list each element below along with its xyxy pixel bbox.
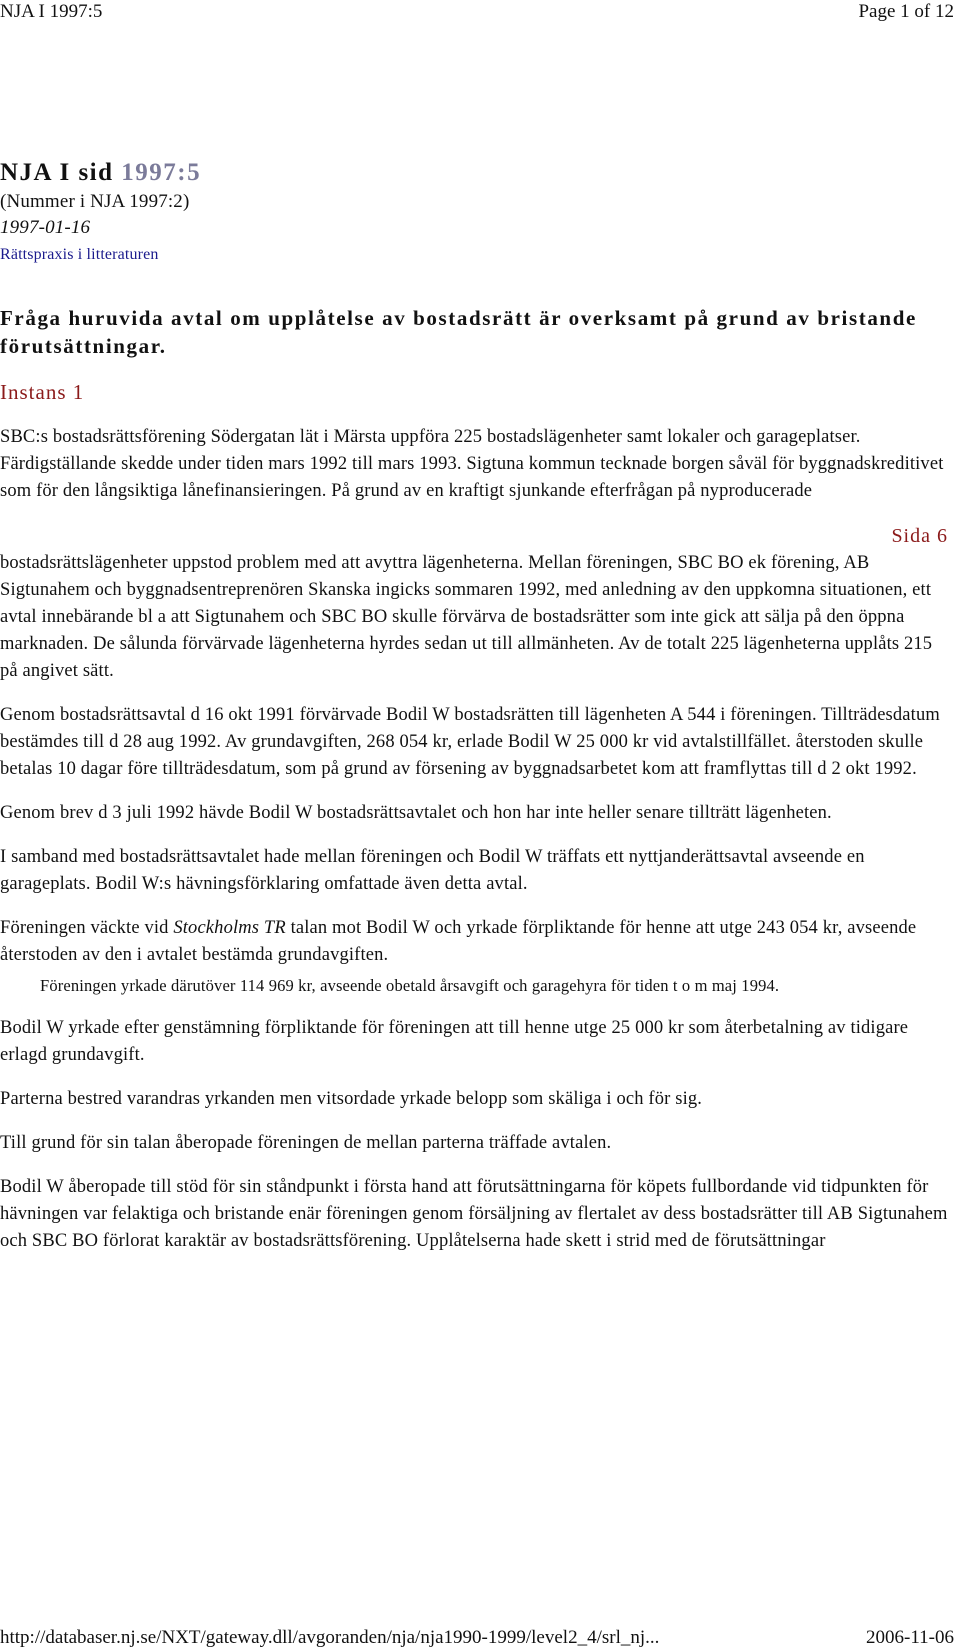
footer-date: 2006-11-06 — [866, 1627, 954, 1648]
claim-text-end: talan mot Bodil W och yrkade förpliktande för henne att utge 243 054 kr, avseende återstoden av den i avtalet bestämda grundavgiften. — [0, 918, 917, 965]
case-date: 1997-01-16 — [0, 217, 91, 238]
paragraph-garage: I samband med bostadsrättsavtalet hade mellan föreningen och Bodil W träffats ett nyttjanderättsavtal avseende en garageplats. Bodil W:s hävningsförklaring omfattade även detta avtal. — [0, 847, 865, 894]
case-number-line: (Nummer i NJA 1997:2) — [0, 191, 190, 212]
claim-text-start: Föreningen väckte vid — [0, 918, 174, 938]
paragraph-claim — [0, 915, 950, 969]
paragraph-dispute: Parterna bestred varandras yrkanden men vitsordade yrkade belopp som skäliga i och för sig. — [0, 1089, 703, 1109]
paragraph-termination: Genom brev d 3 juli 1992 hävde Bodil W bostadsrättsavtalet och hon har inte heller senare tillträtt lägenheten. — [0, 803, 832, 823]
title-year: 1997:5 — [121, 159, 202, 186]
header-document-ref: NJA I 1997:5 — [0, 1, 103, 22]
paragraph-counterclaim: Bodil W yrkade efter genstämning förpliktande för föreningen att till henne utge 25 000 kr som återbetalning av tidigare erlagd grundavgift. — [0, 1018, 909, 1065]
paragraph-defense: Bodil W åberopade till stöd för sin ståndpunkt i första hand att förutsättningarna för köpets fullbordande vid tidpunkten för hävningen var felaktiga och bristande enär föreningen genom försäljning av flertalet av dess bostadsrätter till AB Sigtunahem och SBC BO förlorat karaktär av bostadsrättsförening. Upplåtelserna hade skett i strid med de förutsättningar — [0, 1177, 948, 1251]
page-header — [0, 0, 954, 24]
title-prefix: NJA I sid — [0, 159, 122, 186]
paragraph-additional-claim: Föreningen yrkade därutöver 114 969 kr, avseende obetald årsavgift och garagehyra för tiden t o m maj 1994. — [40, 976, 780, 995]
page-footer — [0, 1626, 954, 1650]
case-heading: Fråga huruvida avtal om upplåtelse av bostadsrätt är overksamt på grund av bristande förutsättningar. — [0, 306, 917, 358]
court-name: Stockholms TR — [173, 918, 286, 938]
literature-link[interactable]: Rättspraxis i litteraturen — [0, 246, 159, 263]
document-content — [0, 158, 950, 1255]
paragraph-background: SBC:s bostadsrättsförening Södergatan lät i Märsta uppföra 225 bostadslägenheter samt lokaler och garageplatser. Färdigställande skedde under tiden mars 1992 till mars 1993. Sigtuna kommun tecknade borgen såväl för byggnadskreditivet som för den långsiktiga lånefinansieringen. På grund av en kraftigt sjunkande efterfrågan på nyproducerade — [0, 427, 944, 501]
header-page-number: Page 1 of 12 — [858, 1, 954, 22]
paragraph-background-continued: bostadsrättslägenheter uppstod problem med att avyttra lägenheterna. Mellan föreningen, SBC BO ek förening, AB Sigtunahem och byggnadsentreprenören Skanska ingicks sommaren 1992, med anledning av den uppkomna situationen, ett avtal innebärande bl a att Sigtunahem och SBC BO skulle förvärva de bostadsrätter som inte gick att sälja på den öppna marknaden. De sålunda förvärvade lägenheterna hyrdes sedan ut till allmänheten. Av de totalt 225 lägenheterna upplåts 215 på angivet sätt. — [0, 553, 933, 681]
document-title — [0, 158, 950, 188]
page-marker: Sida 6 — [891, 525, 948, 547]
paragraph-agreement: Genom bostadsrättsavtal d 16 okt 1991 förvärvade Bodil W bostadsrätten till lägenheten A 544 i föreningen. Tillträdesdatum bestämdes till d 28 aug 1992. Av grundavgiften, 268 054 kr, erlade Bodil W 25 000 kr vid avtalstillfället. återstoden skulle betalas 10 dagar före tillträdesdatum, som på grund av försening av byggnadsarbetet kom att framflyttas till d 2 okt 1992. — [0, 705, 940, 779]
footer-url: http://databaser.nj.se/NXT/gateway.dll/avgoranden/nja/nja1990-1999/level2_4/srl_nj... — [0, 1627, 660, 1648]
instans-heading: Instans 1 — [0, 380, 85, 404]
paragraph-grounds: Till grund för sin talan åberopade föreningen de mellan parterna träffade avtalen. — [0, 1133, 612, 1153]
